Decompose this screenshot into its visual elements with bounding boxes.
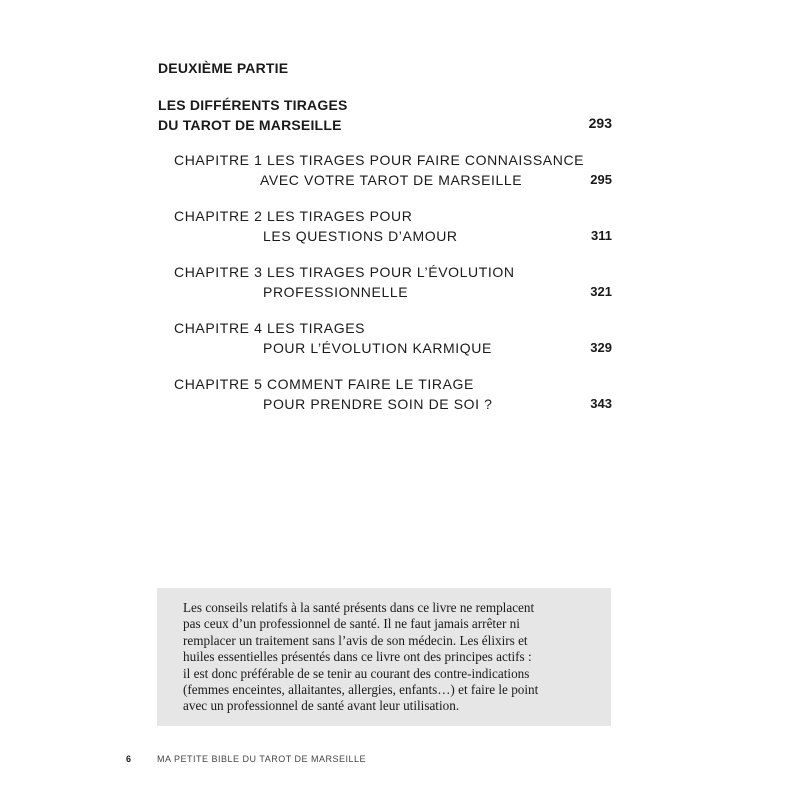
toc-entry-chapter-4[interactable] (174, 320, 614, 364)
disclaimer-line: Les conseils relatifs à la santé présents dans ce livre ne remplacent (183, 600, 535, 615)
footer-book-title: MA PETITE BIBLE DU TAROT DE MARSEILLE (157, 754, 367, 764)
toc-entry-title-line-2: POUR L’ÉVOLUTION KARMIQUE (263, 340, 492, 356)
toc-entry-title-line-2: POUR PRENDRE SOIN DE SOI ? (263, 396, 493, 412)
toc-entry-title-line-1: CHAPITRE 4 LES TIRAGES (174, 320, 366, 336)
toc-entry-title-line-1: CHAPITRE 2 LES TIRAGES POUR (174, 208, 413, 224)
toc-entry-page-number: 329 (590, 340, 612, 355)
toc-entry-title-line-1: CHAPITRE 1 LES TIRAGES POUR FAIRE CONNAISSANCE (174, 152, 585, 168)
toc-entry-page-number: 343 (590, 396, 612, 411)
health-disclaimer-text (183, 600, 593, 715)
disclaimer-line: il est donc préférable de se tenir au courant des contre-indications (183, 665, 530, 681)
toc-entry-title-line-2: PROFESSIONNELLE (263, 284, 409, 300)
part-title-line-1: LES DIFFÉRENTS TIRAGES (158, 97, 348, 113)
footer-page-number: 6 (126, 754, 132, 764)
toc-entry-chapter-2[interactable] (174, 208, 614, 252)
toc-entry-title-line-2: LES QUESTIONS D’AMOUR (263, 228, 458, 244)
toc-entry-chapter-5[interactable] (174, 376, 614, 420)
health-disclaimer-box (157, 588, 611, 726)
disclaimer-line: remplacer un traitement sans l’avis de son médecin. Les élixirs et (183, 632, 528, 648)
disclaimer-line: (femmes enceintes, allaitantes, allergies, enfants…) et faire le point (183, 682, 539, 698)
toc-entry-page-number: 295 (590, 172, 612, 187)
part-title (158, 95, 613, 135)
toc-entry-title-line-2: AVEC VOTRE TAROT DE MARSEILLE (260, 172, 523, 188)
part-label: DEUXIÈME PARTIE (158, 60, 289, 76)
toc-entry-title-line-1: CHAPITRE 3 LES TIRAGES POUR L’ÉVOLUTION (174, 264, 515, 280)
toc-entry-title-line-1: CHAPITRE 5 COMMENT FAIRE LE TIRAGE (174, 376, 474, 392)
toc-entry-page-number: 311 (591, 228, 612, 243)
toc-entry-chapter-1[interactable] (174, 152, 614, 196)
disclaimer-line: avec un professionnel de santé avant leur utilisation. (183, 698, 460, 714)
toc-entry-chapter-3[interactable] (174, 264, 614, 308)
toc-entry-page-number: 321 (590, 284, 612, 299)
disclaimer-line: huiles essentielles présentés dans ce livre ont des principes actifs : (183, 649, 532, 665)
part-page-number: 293 (588, 115, 612, 131)
disclaimer-line: pas ceux d’un professionnel de santé. Il ne faut jamais arrêter ni (183, 616, 520, 632)
part-title-line-2: DU TAROT DE MARSEILLE (158, 117, 342, 133)
